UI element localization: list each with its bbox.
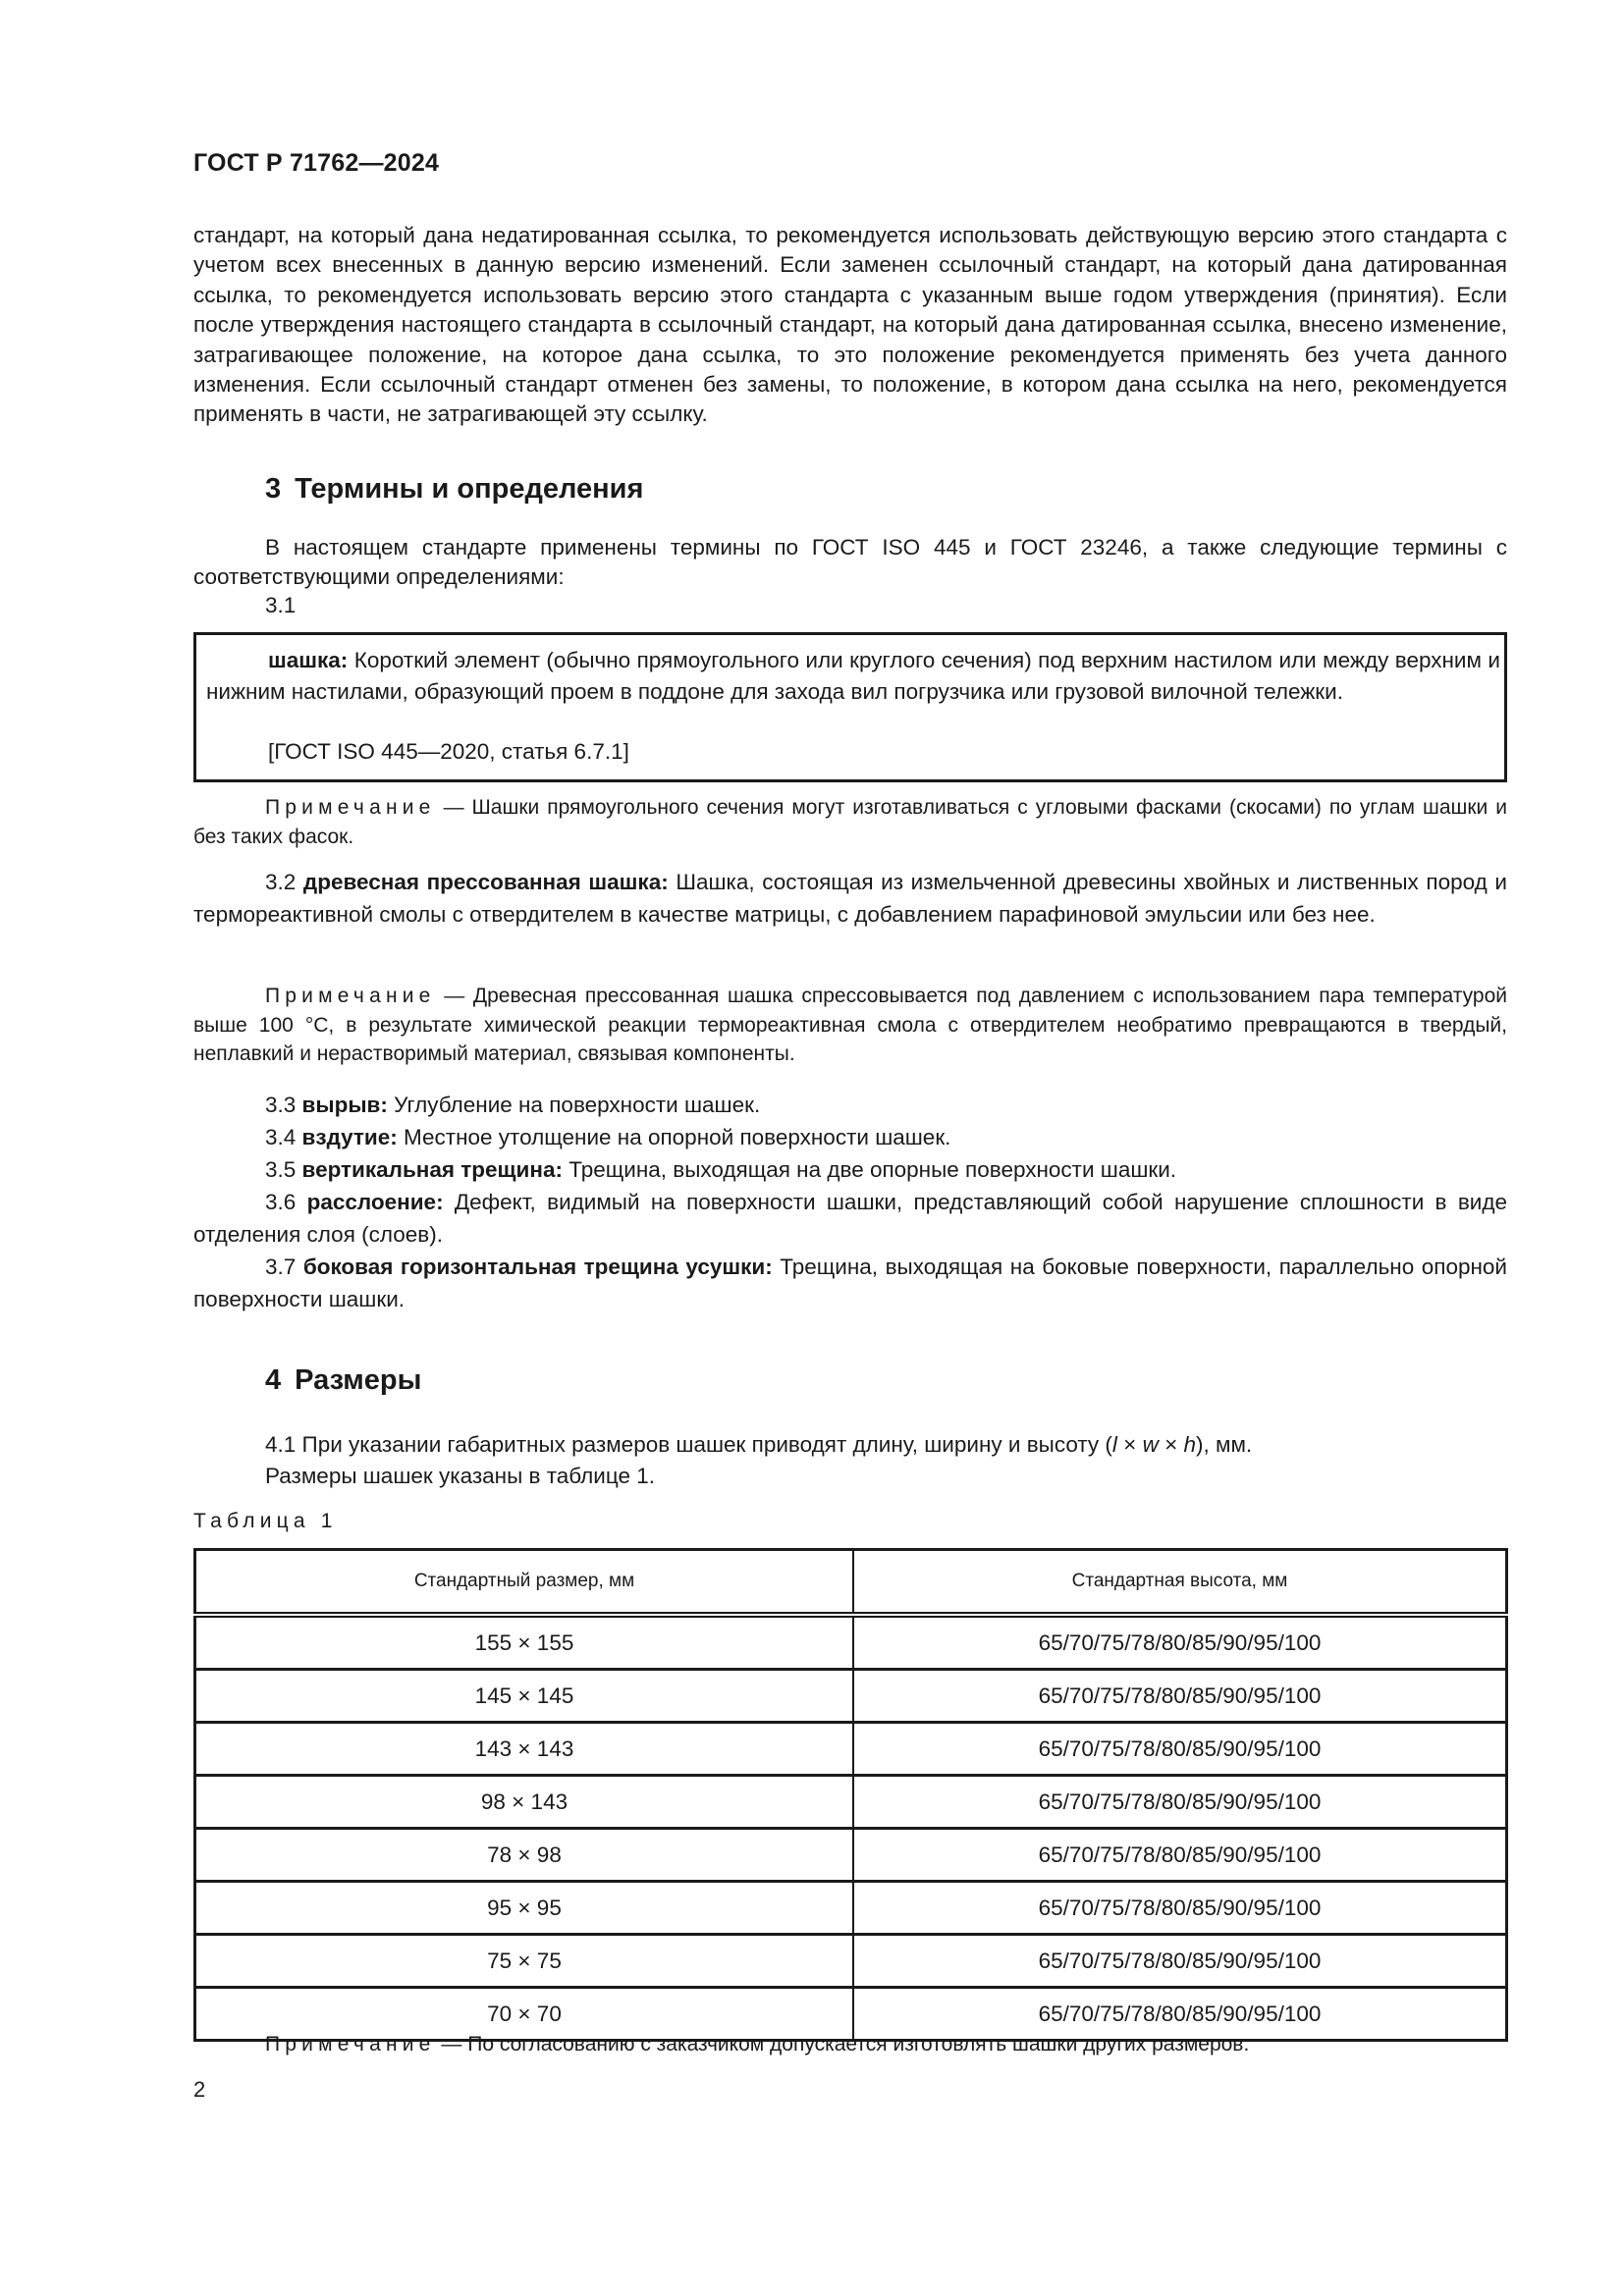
note-text: — Шашки прямоугольного сечения могут изготавливаться с угловыми фасками (скосами) по углам шашки и без таких фасок. <box>193 796 1507 848</box>
cell-size: 70 × 70 <box>195 1988 854 2041</box>
cell-size: 155 × 155 <box>195 1615 854 1670</box>
cell-height: 65/70/75/78/80/85/90/95/100 <box>1038 1629 1322 1655</box>
paragraph-4-1-line-1 <box>265 1429 1252 1461</box>
note-label: Примечание <box>265 796 436 819</box>
table-row <box>195 1615 1507 1670</box>
cell-size: 98 × 143 <box>195 1776 854 1829</box>
term-label: вздутие: <box>301 1125 398 1149</box>
note-label: Примечание <box>265 2033 436 2056</box>
cell-height: 65/70/75/78/80/85/90/95/100 <box>853 1829 1507 1882</box>
definition-source: [ГОСТ ISO 445—2020, статья 6.7.1] <box>268 739 629 764</box>
term-3-4 <box>193 1122 1507 1154</box>
table-note <box>265 2033 1249 2056</box>
term-definition: Трещина, выходящая на боковые поверхности, параллельно опорной поверхности шашки. <box>193 1255 1507 1311</box>
term-label: вырыв: <box>301 1093 388 1117</box>
cell-height: 65/70/75/78/80/85/90/95/100 <box>853 1670 1507 1723</box>
term-label: расслоение: <box>306 1190 444 1214</box>
cell-size: 75 × 75 <box>195 1935 854 1988</box>
intro-paragraph: стандарт, на который дана недатированная ссылка, то рекомендуется использовать действующую версию этого стандарта с учетом всех внесенных в данную версию изменений. Если заменен ссылочный стандарт, на который дана датированная ссылка, то рекомендуется использовать версию этого стандарта с указанным выше годом утверждения (принятия). Если после утверждения настоящего стандарта в ссылочный стандарт, на который дана датированная ссылка, внесено изменение, затрагивающее положение, на которое дана ссылка, то это положение рекомендуется применять без учета данного изменения. Если ссылочный стандарт отменен без замены, то положение, в котором дана ссылка на него, рекомендуется применять в части, не затрагивающей эту ссылку. <box>193 223 1507 427</box>
term-label: древесная прессованная шашка: <box>302 870 669 894</box>
note-3-1 <box>193 793 1507 851</box>
table-row <box>195 1670 1507 1723</box>
term-label: вертикальная трещина: <box>301 1157 563 1182</box>
cell-size: 145 × 145 <box>195 1670 854 1723</box>
page-number: 2 <box>193 2077 206 2102</box>
formula-w: w <box>1142 1432 1159 1457</box>
section-number: 3 <box>265 473 282 505</box>
cell-height: 65/70/75/78/80/85/90/95/100 <box>853 1935 1507 1988</box>
dimensions-table <box>193 1548 1508 2042</box>
term-number: 3.4 <box>265 1125 297 1149</box>
section-4-heading <box>265 1364 421 1397</box>
formula-h: h <box>1183 1432 1196 1457</box>
section-number: 4 <box>265 1364 282 1396</box>
note-3-2 <box>193 982 1507 1069</box>
term-3-1-number: 3.1 <box>265 593 297 617</box>
times-sign: × <box>1158 1432 1184 1457</box>
definition-text <box>206 645 1500 708</box>
term-number: 3.7 <box>265 1255 297 1279</box>
section-title: Размеры <box>295 1364 422 1396</box>
table-row <box>195 1723 1507 1776</box>
term-label: боковая горизонтальная трещина усушки: <box>302 1255 773 1279</box>
table-row <box>195 1935 1507 1988</box>
definition-box-3-1 <box>193 632 1507 782</box>
term-3-5 <box>193 1154 1507 1187</box>
cell-size: 143 × 143 <box>195 1723 854 1776</box>
document-code-header: ГОСТ Р 71762—2024 <box>193 149 440 177</box>
cell-height: 65/70/75/78/80/85/90/95/100 <box>853 1723 1507 1776</box>
table-row <box>195 1882 1507 1935</box>
term-definition: Местное утолщение на опорной поверхности шашек. <box>404 1125 951 1149</box>
text: 4.1 При указании габаритных размеров шашек приводят длину, ширину и высоту ( <box>265 1432 1112 1457</box>
table-row <box>195 1776 1507 1829</box>
table-row <box>195 1829 1507 1882</box>
cell-height: 65/70/75/78/80/85/90/95/100 <box>853 1882 1507 1935</box>
column-header-size: Стандартный размер, мм <box>195 1550 854 1616</box>
term-number: 3.5 <box>265 1157 297 1182</box>
paragraph-4-1 <box>265 1429 1252 1492</box>
table-header-row <box>195 1550 1507 1616</box>
cell-height: 65/70/75/78/80/85/90/95/100 <box>853 1776 1507 1829</box>
term-definition: Дефект, видимый на поверхности шашки, представляющий собой нарушение сплошности в виде отделения слоя (слоев). <box>193 1190 1507 1247</box>
section-title: Термины и определения <box>295 473 644 505</box>
term-definition: Шашка, состоящая из измельченной древесины хвойных и лиственных пород и термореактивной смолы с отвердителем в качестве матрицы, с добавлением парафиновой эмульсии или без нее. <box>193 870 1507 927</box>
term-3-7 <box>193 1252 1507 1315</box>
cell-size: 78 × 98 <box>195 1829 854 1882</box>
term-number: 3.6 <box>265 1190 297 1214</box>
cell-size: 95 × 95 <box>195 1882 854 1935</box>
text: ), мм. <box>1195 1432 1253 1457</box>
term-3-3 <box>193 1090 1507 1122</box>
table-caption: Таблица 1 <box>193 1510 338 1532</box>
term-number: 3.2 <box>265 870 297 894</box>
term-label: шашка: <box>268 648 349 672</box>
formula-l: l <box>1111 1432 1117 1457</box>
paragraph-4-1-line-2: Размеры шашек указаны в таблице 1. <box>265 1464 656 1488</box>
column-header-height: Стандартная высота, мм <box>853 1550 1507 1616</box>
times-sign: × <box>1116 1432 1143 1457</box>
note-text: — По согласованию с заказчиком допускается изготовлять шашки других размеров. <box>441 2033 1250 2056</box>
term-3-6 <box>193 1187 1507 1251</box>
cell-height: 65/70/75/78/80/85/90/95/100 <box>853 1988 1507 2041</box>
term-3-2 <box>193 866 1507 931</box>
section-3-intro: В настоящем стандарте применены термины по ГОСТ ISO 445 и ГОСТ 23246, а также следующие термины с соответствующими определениями: <box>193 535 1507 590</box>
term-definition: Углубление на поверхности шашек. <box>394 1093 761 1117</box>
note-label: Примечание <box>265 985 436 1007</box>
term-definition: Трещина, выходящая на две опорные поверхности шашки. <box>568 1157 1177 1182</box>
note-text: — Древесная прессованная шашка спрессовывается под давлением с использованием пара температурой выше 100 °С, в результате химической реакции термореактивная смола с отвердителем необратимо превращаются в твердый, неплавкий и нерастворимый материал, связывая компоненты. <box>193 985 1507 1065</box>
term-definition: Короткий элемент (обычно прямоугольного или круглого сечения) под верхним настилом или между верхним и нижним настилами, образующий проем в поддоне для захода вил погрузчика или грузовой вилочной тележки. <box>206 648 1500 704</box>
section-3-heading <box>265 473 643 506</box>
term-number: 3.3 <box>265 1093 297 1117</box>
